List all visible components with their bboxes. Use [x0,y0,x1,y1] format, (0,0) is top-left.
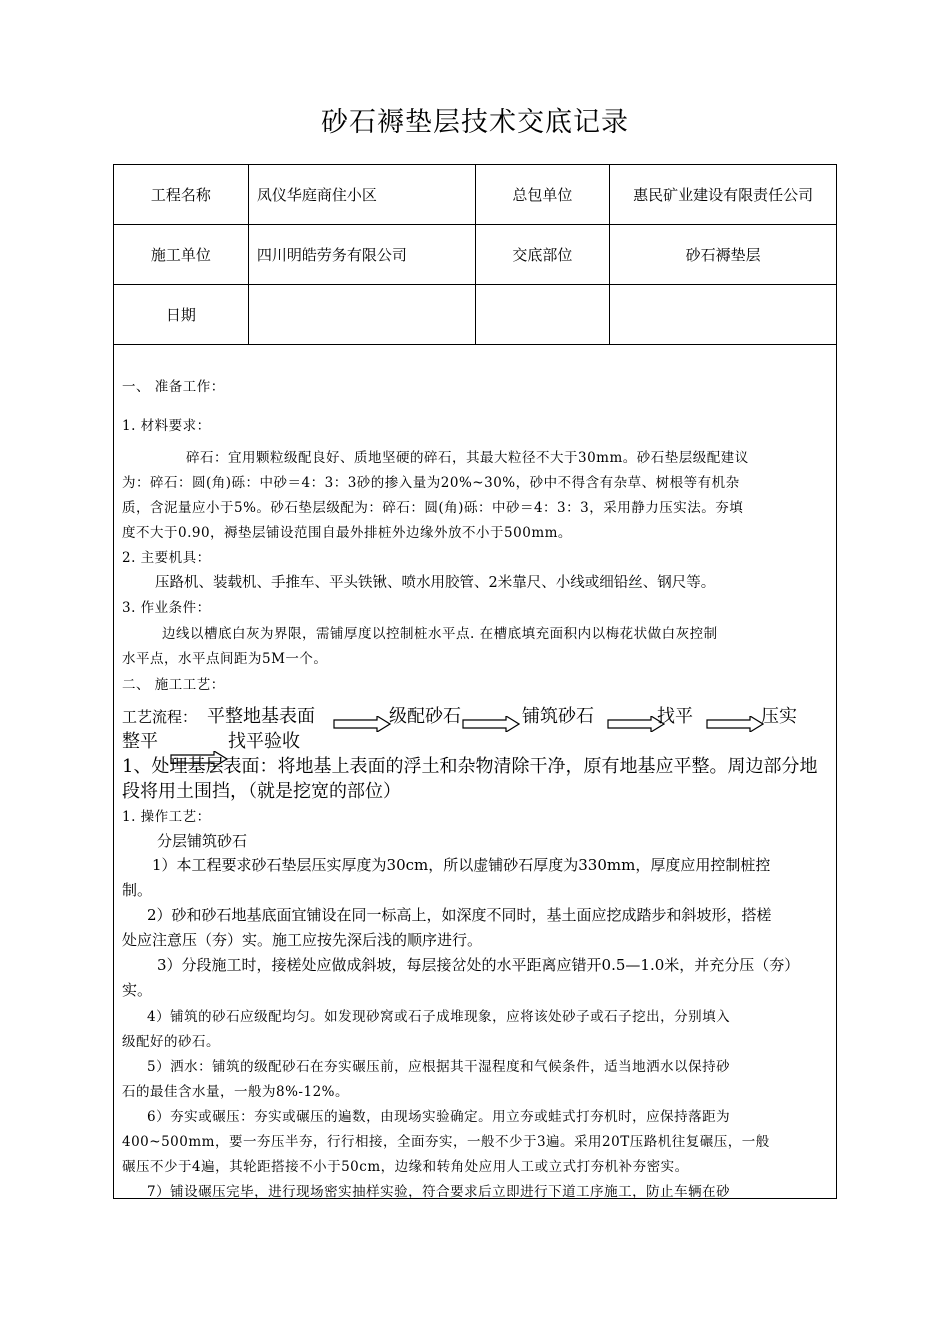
contractor-label: 总包单位 [475,165,610,225]
section-subheading: 1. 材料要求： [122,418,211,434]
paragraph-line: 5）洒水：铺筑的级配砂石在夯实碾压前，应根据其干湿程度和气候条件，适当地洒水以保持砂 [147,1059,731,1075]
flow-step: 平整地基表面 [207,706,315,727]
project-label: 工程名称 [114,165,249,225]
paragraph-line: 制。 [122,881,153,899]
flow-step: 整平 [122,731,158,752]
paragraph-line: 段将用土围挡，（就是挖宽的部位） [122,781,401,802]
section-heading: 一、 准备工作： [122,379,225,395]
flow-step: 级配砂石 [389,706,461,727]
paragraph-line: 质，含泥量应小于5%。砂石垫层级配为：碎石：圆(角)砾：中砂＝4：3：3，采用静力压实法。夯填 [122,500,744,516]
paragraph-line: 400~500mm，要一夯压半夯，行行相接，全面夯实，一般不少于3遍。采用20T压路机往复碾压，一般 [122,1134,770,1150]
paragraph-line: 处应注意压（夯）实。施工应按先深后浅的顺序进行。 [122,931,483,949]
paragraph-line: 边线以槽底白灰为界限，需铺厚度以控制桩水平点. 在槽底填充面积内以梅花状做白灰控制 [162,626,718,642]
paragraph-line: 度不大于0.90，褥垫层铺设范围自最外排桩外边缘外放不小于500mm。 [122,525,572,541]
paragraph-line: 石的最佳含水量，一般为8%-12%。 [122,1084,349,1100]
section-subheading: 2. 主要机具： [122,550,211,566]
paragraph-line: 水平点，水平点间距为5M一个。 [122,651,328,667]
flow-step: 找平验收 [228,731,300,752]
paragraph-line: 实。 [122,981,153,999]
section-subheading: 3. 作业条件： [122,600,211,616]
tools-line: 压路机、装载机、手推车、平头铁锹、喷水用胶管、2米靠尺、小线或细铅丝、钢尺等。 [155,575,716,591]
arrow-right-icon [706,716,764,732]
paragraph-line: 级配好的砂石。 [122,1034,220,1050]
paragraph-line: 碾压不少于4遍，其轮距搭接不小于50cm，边缘和转角处应用人工或立式打夯机补夯密实。 [122,1159,689,1175]
part-value: 砂石褥垫层 [610,225,837,285]
flow-step: 压实 [761,706,797,727]
paragraph-line: 3）分段施工时，接槎处应做成斜坡，每层接岔处的水平距离应错开0.5—1.0米，并充分压（夯） [157,956,800,974]
paragraph-line: 7）铺设碾压完毕，进行现场密实抽样实验，符合要求后立即进行下道工序施工，防止车辆在砂 [147,1184,731,1200]
construction-value: 四川明皓劳务有限公司 [248,225,475,285]
project-value: 凤仪华庭商住小区 [248,165,475,225]
sub-heading: 分层铺筑砂石 [157,832,248,850]
flow-label: 工艺流程： [122,708,198,726]
section-heading: 二、 施工工艺： [122,677,225,693]
flow-step: 找平 [657,706,693,727]
section-subheading: 1. 操作工艺： [122,809,211,825]
paragraph-line: 1）本工程要求砂石垫层压实厚度为30cm，所以虚铺砂石厚度为330mm，厚度应用控制桩控 [152,856,771,874]
contractor-value: 惠民矿业建设有限责任公司 [610,165,837,225]
flow-step: 铺筑砂石 [522,706,594,727]
paragraph-line: 6）夯实或碾压：夯实或碾压的遍数，由现场实验确定。用立夯或蛙式打夯机时，应保持落距为 [147,1109,731,1125]
paragraph-line: 为：碎石：圆(角)砾：中砂＝4：3：3砂的掺入量为20%~30%，砂中不得含有杂草、树根等有机杂 [122,475,740,491]
arrow-right-icon [607,716,665,732]
arrow-right-icon [462,716,520,732]
paragraph-line: 2）砂和砂石地基底面宜铺设在同一标高上，如深度不同时，基土面应挖成踏步和斜坡形，搭槎 [147,906,772,924]
date-label: 日期 [114,285,249,345]
paragraph-line: 碎石：宜用颗粒级配良好、质地坚硬的碎石，其最大粒径不大于30mm。砂石垫层级配建议 [186,450,749,466]
page-title: 砂石褥垫层技术交底记录 [321,107,629,138]
arrow-right-icon [333,716,391,732]
part-label: 交底部位 [475,225,610,285]
paragraph-line: 4）铺筑的砂石应级配均匀。如发现砂窝或石子成堆现象，应将该处砂子或石子挖出，分别填入 [147,1009,731,1025]
construction-label: 施工单位 [114,225,249,285]
paragraph-line: 1、处理基层表面：将地基上表面的浮土和杂物清除干净，原有地基应平整。周边部分地 [122,756,818,777]
